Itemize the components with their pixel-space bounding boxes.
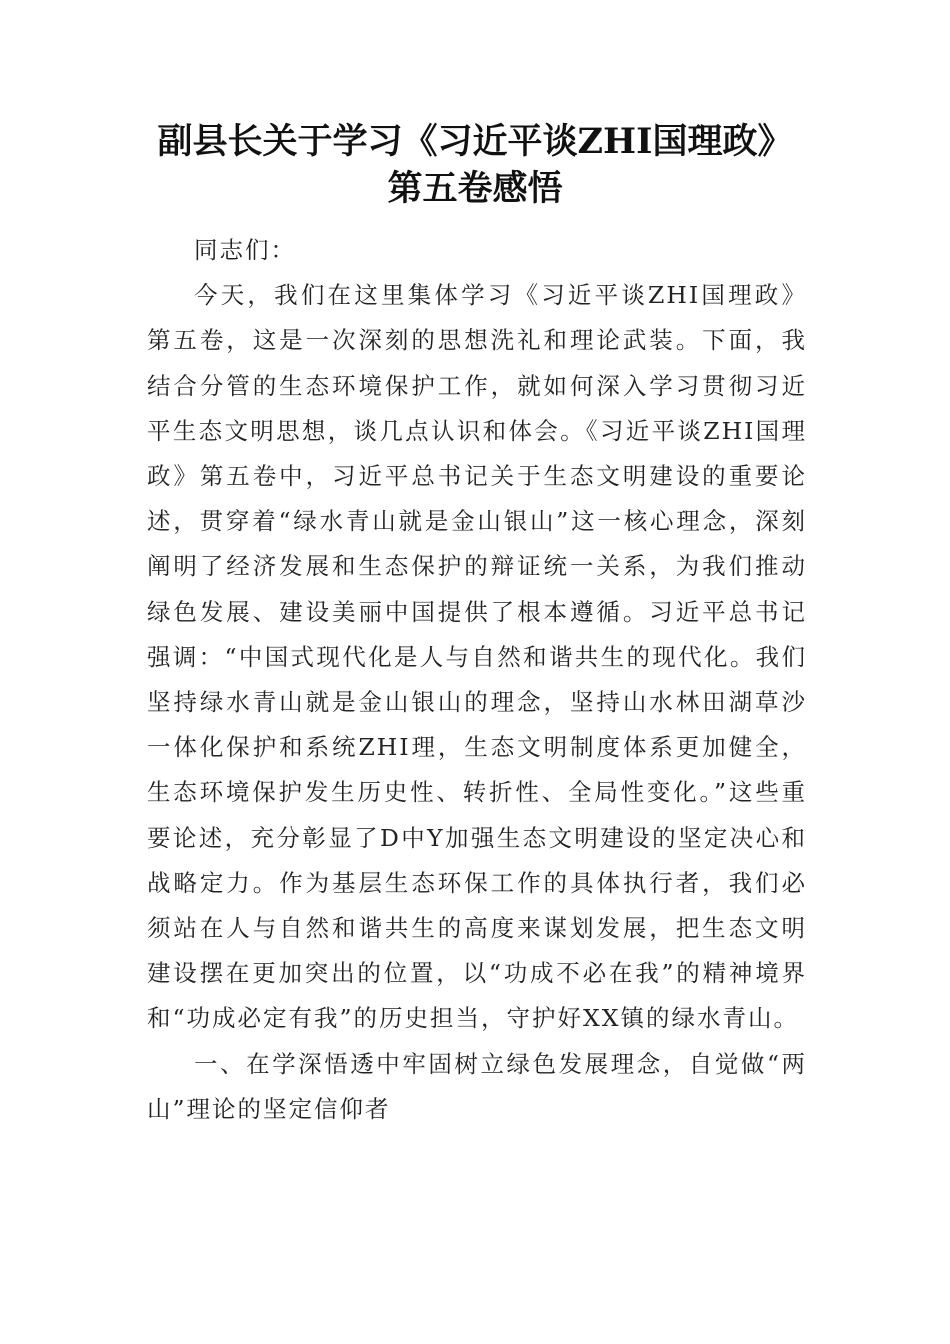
- document-title-line-2: 第五卷感悟: [387, 168, 563, 209]
- body-paragraph: 今天，我们在这里集体学习《习近平谈ZHI国理政》第五卷，这是一次深刻的思想洗礼和理论武装。下面，我结合分管的生态环境保护工作，就如何深入学习贯彻习近平生态文明思想，谈几点认识和体会。《习近平谈ZHI国理政》第五卷中，习近平总书记关于生态文明建设的重要论述，贯穿着“绿水青山就是金山银山”这一核心理念，深刻阐明了经济发展和生态保护的辩证统一关系，为我们推动绿色发展、建设美丽中国提供了根本遵循。习近平总书记强调：“中国式现代化是人与自然和谐共生的现代化。我们坚持绿水青山就是金山银山的理念，坚持山水林田湖草沙一体化保护和系统ZHI理，生态文明制度体系更加健全，生态环境保护发生历史性、转折性、全局性变化。”这些重要论述，充分彰显了D中Y加强生态文明建设的坚定决心和战略定力。作为基层生态环保工作的具体执行者，我们必须站在人与自然和谐共生的高度来谋划发展，把生态文明建设摆在更加突出的位置，以“功成不必在我”的精神境界和“功成必定有我”的历史担当，守护好XX镇的绿水青山。: [147, 281, 807, 1033]
- document-title-line-1: 副县长关于学习《习近平谈ZHI国理政》: [157, 121, 793, 162]
- section-heading: 一、在学深悟透中牢固树立绿色发展理念，自觉做“两山”理论的坚定信仰者: [147, 1049, 807, 1123]
- document-body: [147, 228, 807, 1132]
- salutation: 同志们：: [194, 236, 296, 264]
